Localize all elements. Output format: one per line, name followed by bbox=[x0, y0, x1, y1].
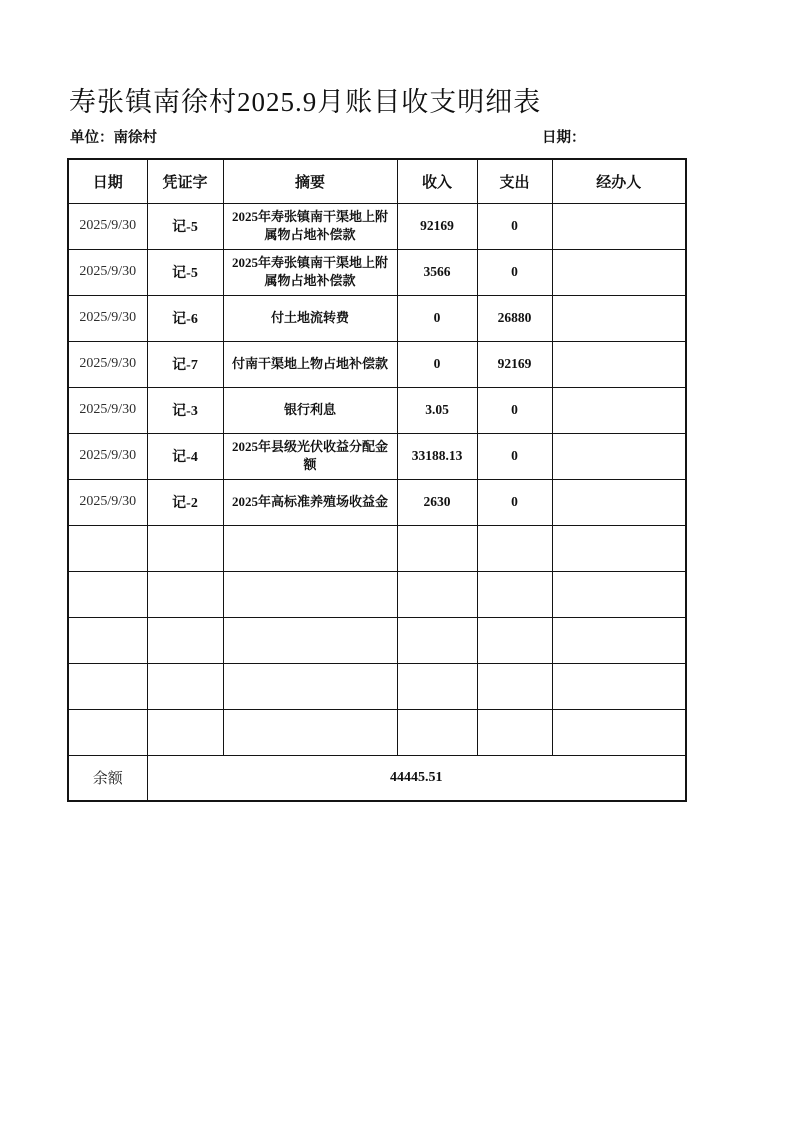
empty-cell bbox=[552, 709, 686, 755]
empty-row bbox=[68, 525, 686, 571]
cell-income: 33188.13 bbox=[397, 433, 477, 479]
cell-handler bbox=[552, 341, 686, 387]
empty-cell bbox=[147, 617, 223, 663]
cell-expense: 0 bbox=[477, 387, 552, 433]
empty-cell bbox=[552, 663, 686, 709]
empty-cell bbox=[147, 571, 223, 617]
cell-date: 2025/9/30 bbox=[68, 479, 147, 525]
cell-voucher: 记-7 bbox=[147, 341, 223, 387]
empty-cell bbox=[147, 525, 223, 571]
empty-cell bbox=[477, 571, 552, 617]
empty-cell bbox=[223, 571, 397, 617]
column-header-voucher: 凭证字 bbox=[147, 159, 223, 203]
empty-cell bbox=[552, 571, 686, 617]
empty-row bbox=[68, 663, 686, 709]
unit-label: 单位：南徐村 bbox=[70, 130, 157, 146]
cell-income: 0 bbox=[397, 295, 477, 341]
cell-handler bbox=[552, 203, 686, 249]
cell-income: 92169 bbox=[397, 203, 477, 249]
cell-voucher: 记-2 bbox=[147, 479, 223, 525]
cell-income: 3.05 bbox=[397, 387, 477, 433]
empty-cell bbox=[147, 709, 223, 755]
empty-cell bbox=[223, 663, 397, 709]
cell-date: 2025/9/30 bbox=[68, 433, 147, 479]
cell-expense: 0 bbox=[477, 203, 552, 249]
balance-value: 44445.51 bbox=[147, 755, 686, 801]
balance-row bbox=[68, 755, 686, 801]
balance-label: 余额 bbox=[68, 755, 147, 801]
empty-cell bbox=[68, 663, 147, 709]
empty-cell bbox=[397, 571, 477, 617]
empty-cell bbox=[147, 663, 223, 709]
table-row bbox=[68, 341, 686, 387]
page-title: 寿张镇南徐村2025.9月账目收支明细表 bbox=[69, 87, 542, 117]
empty-cell bbox=[477, 525, 552, 571]
cell-voucher: 记-3 bbox=[147, 387, 223, 433]
cell-summary: 付土地流转费 bbox=[223, 295, 397, 341]
empty-cell bbox=[223, 709, 397, 755]
account-table bbox=[67, 158, 687, 802]
column-header-income: 收入 bbox=[397, 159, 477, 203]
cell-summary: 2025年高标准养殖场收益金 bbox=[223, 479, 397, 525]
cell-date: 2025/9/30 bbox=[68, 295, 147, 341]
cell-summary: 2025年寿张镇南干渠地上附属物占地补偿款 bbox=[223, 249, 397, 295]
cell-income: 2630 bbox=[397, 479, 477, 525]
empty-cell bbox=[68, 617, 147, 663]
empty-cell bbox=[477, 709, 552, 755]
cell-date: 2025/9/30 bbox=[68, 203, 147, 249]
table-row bbox=[68, 249, 686, 295]
cell-handler bbox=[552, 249, 686, 295]
table-row bbox=[68, 479, 686, 525]
cell-summary: 2025年寿张镇南干渠地上附属物占地补偿款 bbox=[223, 203, 397, 249]
empty-row bbox=[68, 709, 686, 755]
empty-row bbox=[68, 571, 686, 617]
empty-row bbox=[68, 617, 686, 663]
cell-expense: 92169 bbox=[477, 341, 552, 387]
cell-income: 0 bbox=[397, 341, 477, 387]
cell-expense: 0 bbox=[477, 249, 552, 295]
cell-handler bbox=[552, 479, 686, 525]
cell-summary: 2025年县级光伏收益分配金额 bbox=[223, 433, 397, 479]
cell-summary: 付南干渠地上物占地补偿款 bbox=[223, 341, 397, 387]
empty-cell bbox=[68, 525, 147, 571]
empty-cell bbox=[223, 617, 397, 663]
empty-cell bbox=[397, 617, 477, 663]
empty-cell bbox=[397, 709, 477, 755]
column-header-summary: 摘要 bbox=[223, 159, 397, 203]
empty-cell bbox=[552, 617, 686, 663]
empty-cell bbox=[397, 525, 477, 571]
empty-cell bbox=[477, 617, 552, 663]
cell-voucher: 记-5 bbox=[147, 249, 223, 295]
cell-voucher: 记-6 bbox=[147, 295, 223, 341]
empty-cell bbox=[552, 525, 686, 571]
column-header-handler: 经办人 bbox=[552, 159, 686, 203]
date-label: 日期： bbox=[542, 130, 586, 146]
cell-handler bbox=[552, 433, 686, 479]
column-header-expense: 支出 bbox=[477, 159, 552, 203]
cell-income: 3566 bbox=[397, 249, 477, 295]
table-row bbox=[68, 203, 686, 249]
empty-cell bbox=[68, 709, 147, 755]
empty-cell bbox=[68, 571, 147, 617]
header-row bbox=[68, 159, 686, 203]
column-header-date: 日期 bbox=[68, 159, 147, 203]
cell-summary: 银行利息 bbox=[223, 387, 397, 433]
table-row bbox=[68, 387, 686, 433]
cell-handler bbox=[552, 387, 686, 433]
cell-handler bbox=[552, 295, 686, 341]
cell-expense: 0 bbox=[477, 479, 552, 525]
cell-date: 2025/9/30 bbox=[68, 341, 147, 387]
table-row bbox=[68, 295, 686, 341]
empty-cell bbox=[477, 663, 552, 709]
empty-cell bbox=[397, 663, 477, 709]
cell-voucher: 记-4 bbox=[147, 433, 223, 479]
cell-voucher: 记-5 bbox=[147, 203, 223, 249]
cell-date: 2025/9/30 bbox=[68, 249, 147, 295]
cell-expense: 26880 bbox=[477, 295, 552, 341]
empty-cell bbox=[223, 525, 397, 571]
cell-date: 2025/9/30 bbox=[68, 387, 147, 433]
table-row bbox=[68, 433, 686, 479]
cell-expense: 0 bbox=[477, 433, 552, 479]
